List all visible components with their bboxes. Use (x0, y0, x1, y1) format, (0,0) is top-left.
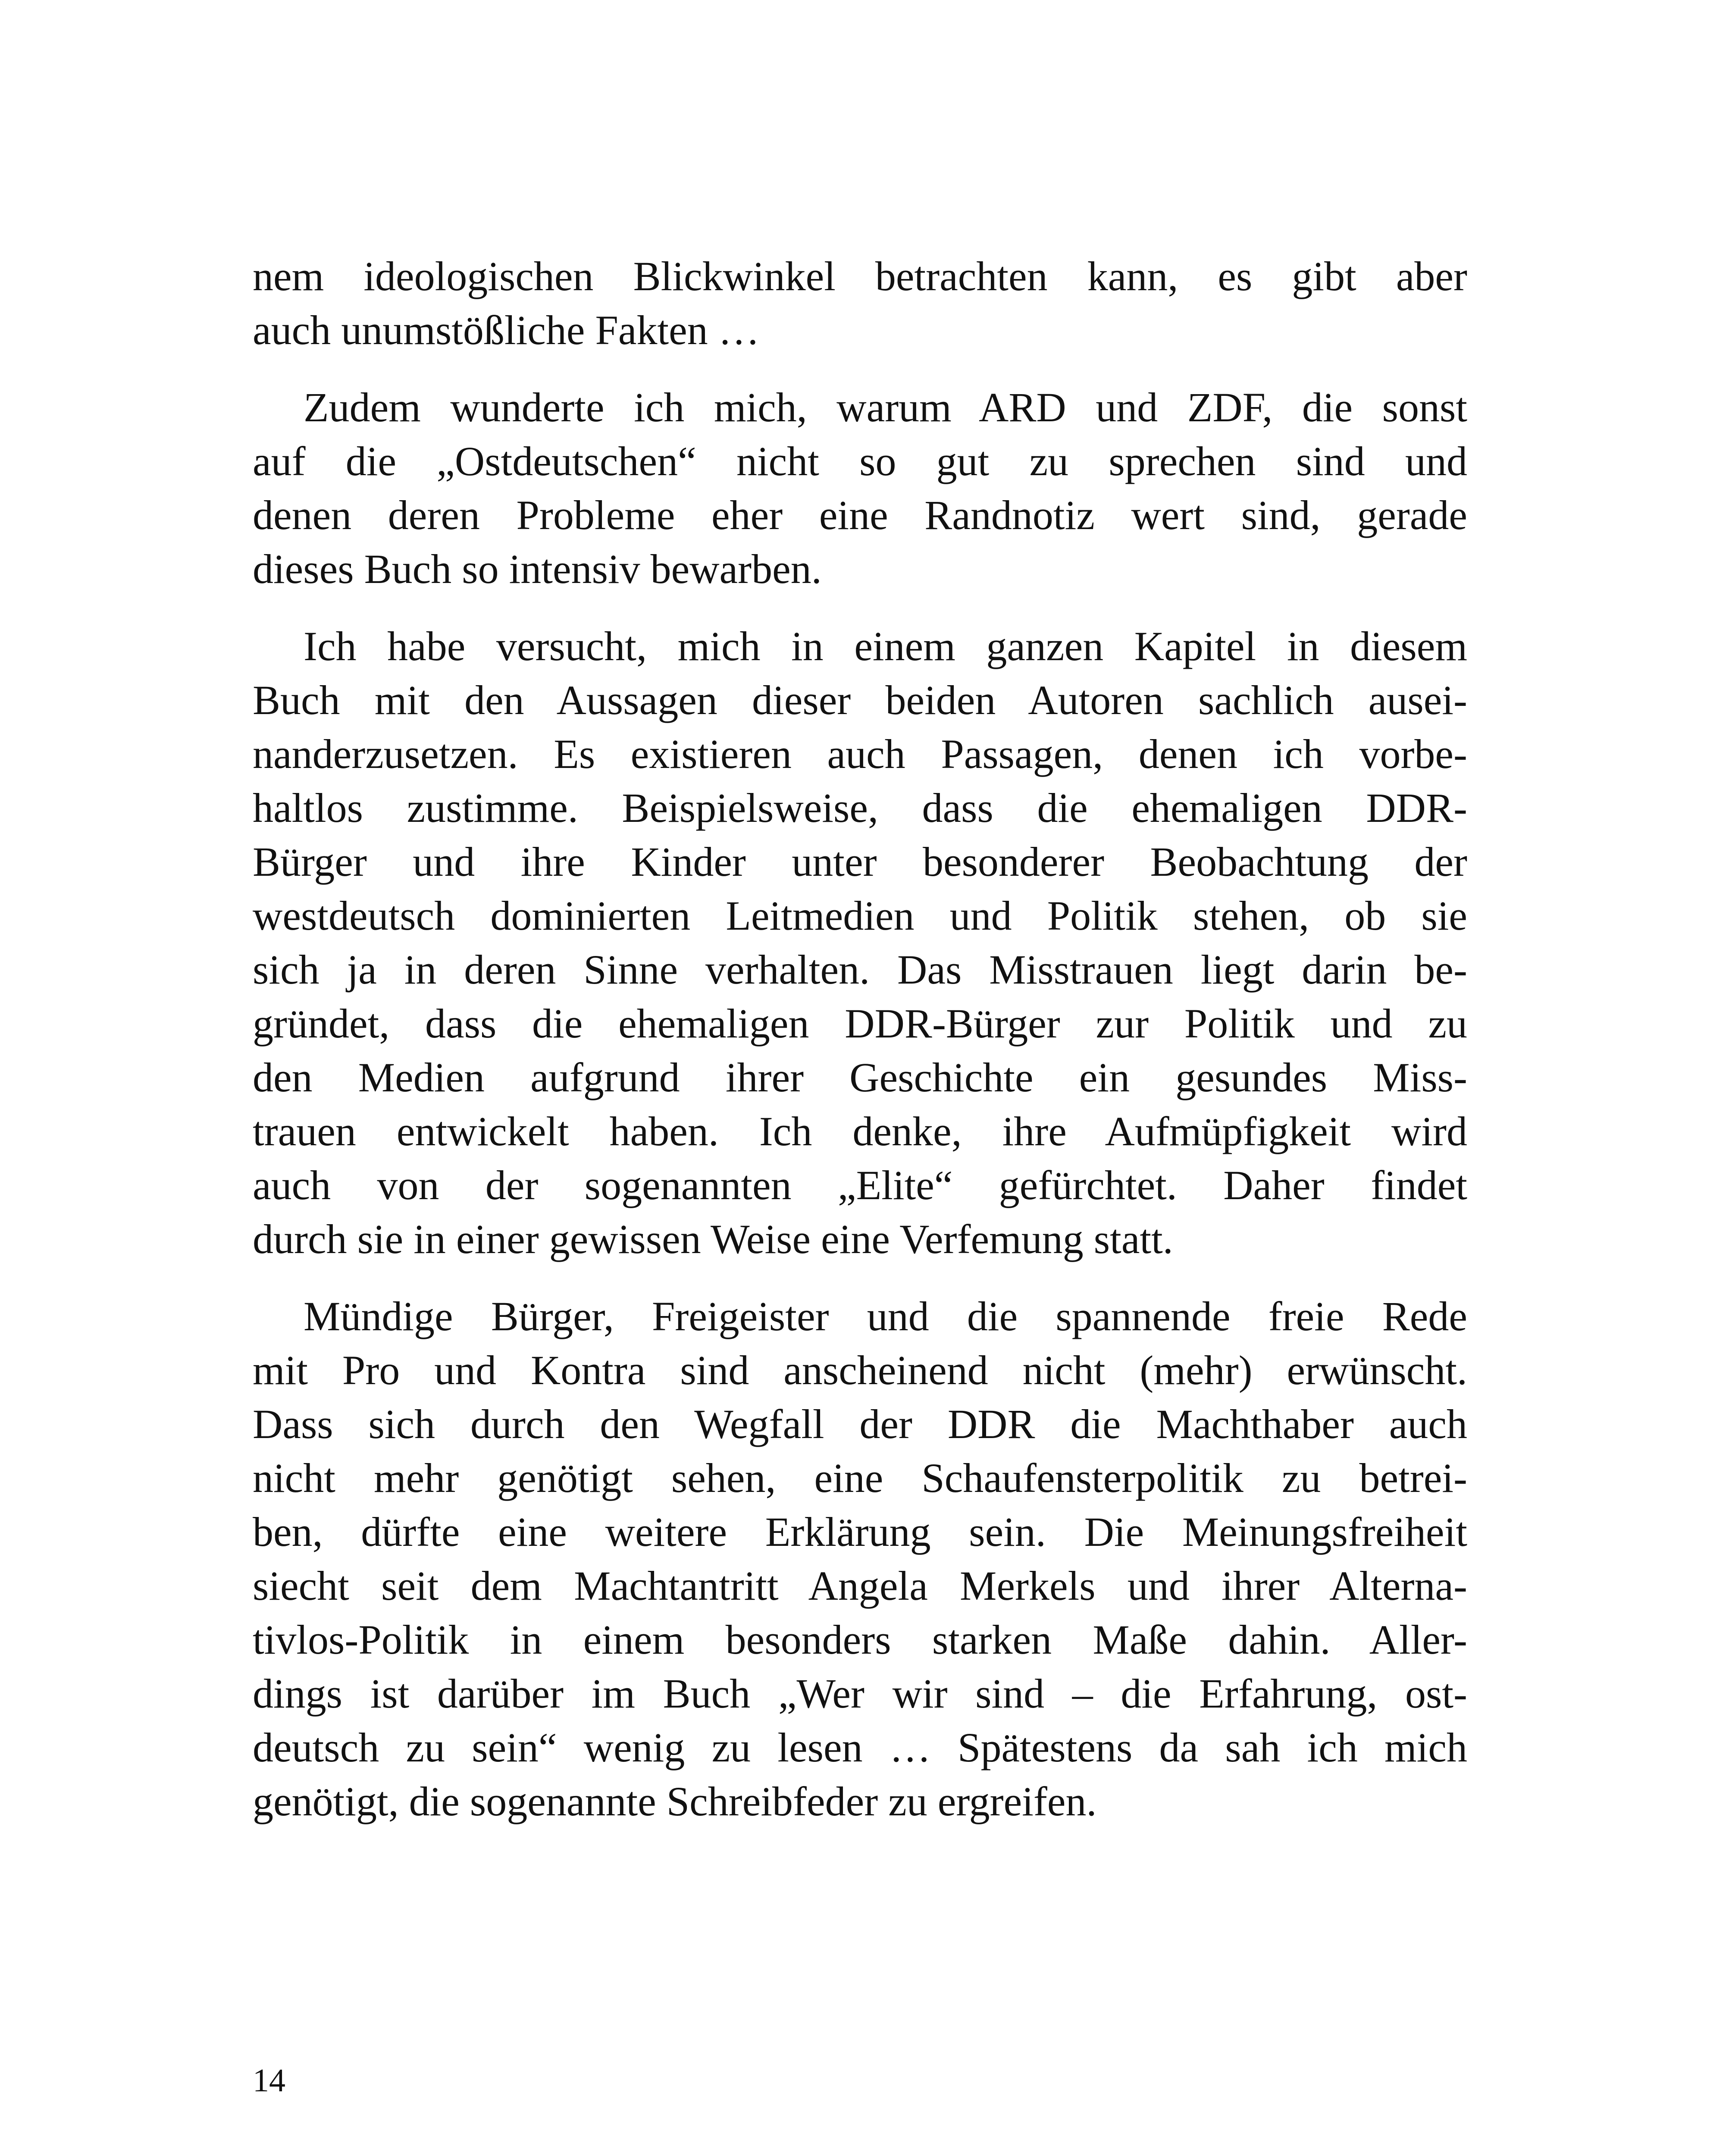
text-line: tivlos-Politik in einem besonders starken Maße dahin. Aller- (253, 1617, 1467, 1663)
text-line: nanderzusetzen. Es existieren auch Passagen, denen ich vorbe- (253, 731, 1467, 777)
paragraph (253, 619, 1467, 1266)
text-line: deutsch zu sein“ wenig zu lesen … Spätestens da sah ich mich (253, 1724, 1467, 1771)
text-line: genötigt, die sogenannte Schreibfeder zu ergreifen. (253, 1778, 1097, 1824)
text-line: denen deren Probleme eher eine Randnotiz wert sind, gerade (253, 492, 1467, 538)
paragraph (253, 380, 1467, 596)
text-line: Ich habe versucht, mich in einem ganzen Kapitel in diesem (304, 623, 1467, 669)
text-line: den Medien aufgrund ihrer Geschichte ein gesundes Miss- (253, 1054, 1467, 1100)
text-line: westdeutsch dominierten Leitmedien und Politik stehen, ob sie (253, 893, 1467, 939)
text-line: siecht seit dem Machtantritt Angela Merkels und ihrer Alterna- (253, 1563, 1467, 1609)
text-line: haltlos zustimme. Beispielsweise, dass die ehemaligen DDR- (253, 785, 1467, 831)
text-line: gründet, dass die ehemaligen DDR-Bürger zur Politik und zu (253, 1000, 1467, 1047)
paragraph (253, 249, 1467, 357)
text-line: dings ist darüber im Buch „Wer wir sind – die Erfahrung, ost- (253, 1670, 1467, 1717)
text-line: sich ja in deren Sinne verhalten. Das Misstrauen liegt darin be- (253, 946, 1467, 993)
text-line: durch sie in einer gewissen Weise eine Verfemung statt. (253, 1216, 1173, 1262)
text-line: dieses Buch so intensiv bewarben. (253, 546, 822, 592)
text-line: Mündige Bürger, Freigeister und die spannende freie Rede (304, 1293, 1467, 1339)
text-line: mit Pro und Kontra sind anscheinend nicht (mehr) erwünscht. (253, 1347, 1467, 1393)
text-line: ben, dürfte eine weitere Erklärung sein. Die Meinungsfreiheit (253, 1509, 1467, 1555)
text-line: Dass sich durch den Wegfall der DDR die Machthaber auch (253, 1401, 1467, 1447)
page-number: 14 (253, 2062, 285, 2099)
text-line: auch von der sogenannten „Elite“ gefürchtet. Daher findet (253, 1162, 1467, 1208)
text-line: Bürger und ihre Kinder unter besonderer Beobachtung der (253, 839, 1467, 885)
text-line: auf die „Ostdeutschen“ nicht so gut zu sprechen sind und (253, 438, 1467, 484)
text-line: Buch mit den Aussagen dieser beiden Autoren sachlich ausei- (253, 677, 1467, 723)
text-line: auch unumstößliche Fakten … (253, 307, 760, 353)
text-line: nem ideologischen Blickwinkel betrachten kann, es gibt aber (253, 253, 1467, 299)
text-line: nicht mehr genötigt sehen, eine Schaufensterpolitik zu betrei- (253, 1455, 1467, 1501)
body-text (253, 249, 1467, 1828)
text-line: Zudem wunderte ich mich, warum ARD und ZDF, die sonst (304, 384, 1467, 430)
paragraph (253, 1289, 1467, 1828)
text-line: trauen entwickelt haben. Ich denke, ihre Aufmüpfigkeit wird (253, 1108, 1467, 1154)
